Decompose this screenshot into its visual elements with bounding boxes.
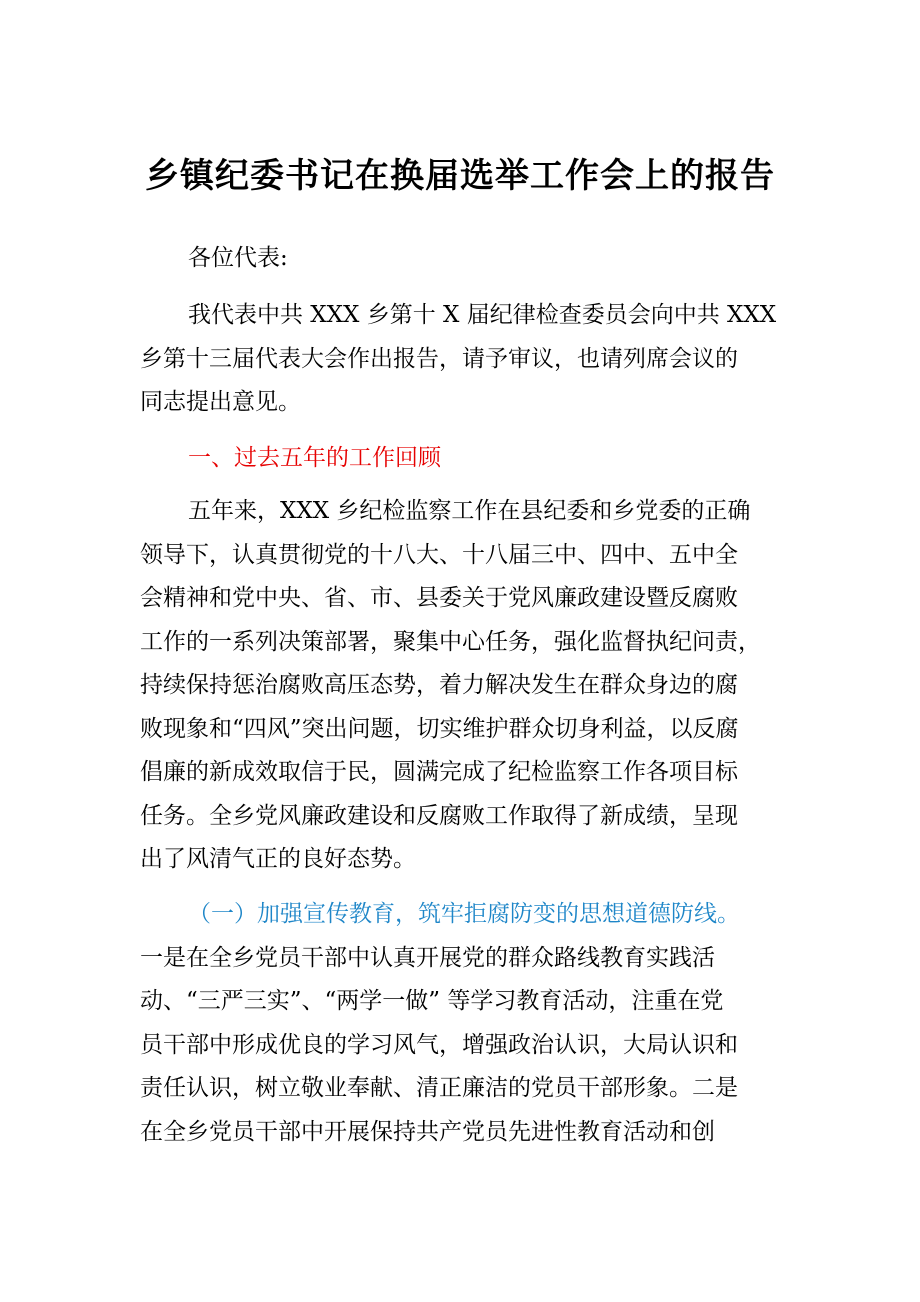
review-line: 出了风清气正的良好态势。 (140, 846, 416, 872)
review-paragraph (140, 490, 780, 882)
intro-line: 同志提出意见。 (140, 389, 301, 415)
review-line: 倡廉的新成效取信于民，圆满完成了纪检监察工作各项目标 (140, 759, 738, 785)
review-line: 会精神和党中央、省、市、县委关于党风廉政建设暨反腐败 (140, 585, 738, 611)
greeting: 各位代表: (188, 245, 288, 271)
review-line: 持续保持惩治腐败高压态势，着力解决发生在群众身边的腐 (140, 672, 738, 698)
subsection-line: 在全乡党员干部中开展保持共产党员先进性教育活动和创 (140, 1118, 715, 1145)
intro-line: 乡第十三届代表大会作出报告，请予审议，也请列席会议的 (140, 345, 738, 372)
document-title: 乡镇纪委书记在换届选举工作会上的报告 (145, 156, 775, 196)
intro-paragraph (140, 294, 780, 425)
subsection-line: 一是在全乡党员干部中认真开展党的群众路线教育实践活 (140, 944, 715, 971)
review-line: 五年来，XXX 乡纪检监察工作在县纪委和乡党委的正确 (188, 498, 751, 524)
subsection-line: 责任认识，树立敬业奉献、清正廉洁的党员干部形象。二是 (140, 1075, 738, 1101)
review-line: 工作的一系列决策部署，聚集中心任务，强化监督执纪问责， (140, 628, 761, 655)
intro-line: 我代表中共 XXX 乡第十 X 届纪律检查委员会向中共 XXX (188, 302, 777, 328)
subsection-heading: （一）加强宣传教育，筑牢拒腐防变的思想道德防线。 (188, 901, 740, 927)
section-heading: 一、过去五年的工作回顾 (188, 445, 441, 471)
review-line: 任务。全乡党风廉政建设和反腐败工作取得了新成绩，呈现 (140, 802, 738, 829)
review-line: 败现象和“四风”突出问题，切实维护群众切身利益，以反腐 (140, 715, 739, 742)
subsection-line: 员干部中形成优良的学习风气，增强政治认识，大局认识和 (140, 1031, 738, 1058)
subsection-line: 动、“三严三实”、“两学一做” 等学习教育活动，注重在党 (140, 988, 724, 1014)
subsection-paragraph (140, 893, 780, 1154)
review-line: 领导下，认真贯彻党的十八大、十八届三中、四中、五中全 (140, 541, 738, 568)
